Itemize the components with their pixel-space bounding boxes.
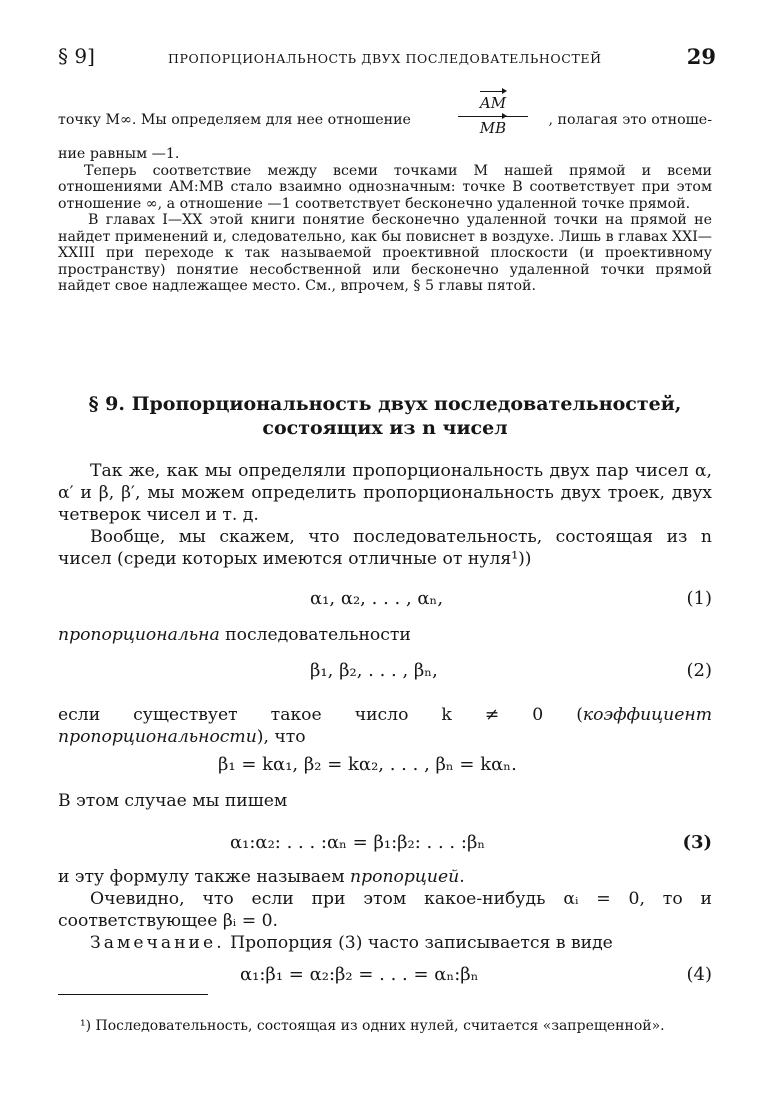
intro-line1-end: , полагая это отноше- — [548, 112, 712, 128]
remark-label: Замечание. — [90, 933, 225, 953]
body-paragraph-6-start: и эту формулу также называем — [58, 867, 351, 887]
intro-line2: ние равным —1. — [58, 146, 180, 162]
body-paragraph-7: Очевидно, что если при этом какое-нибудь αᵢ = 0, то и соответствующее βᵢ = 0. — [58, 889, 712, 931]
term-proportional: пропорциональна — [58, 625, 220, 645]
formula-3-body: α₁:α₂: . . . :αₙ = β₁:β₂: . . . :βₙ — [230, 832, 486, 853]
term-coefficient: коэффициент пропорциональности — [58, 705, 712, 747]
body-block-2 — [58, 624, 712, 646]
footnote — [58, 1018, 712, 1035]
body-block-5 — [58, 866, 712, 954]
body-block-3 — [58, 704, 712, 748]
body-block-4 — [58, 790, 712, 812]
intro-line1-start: точку M∞. Мы определяем для нее отношение — [58, 112, 411, 128]
formula-2-number: (2) — [686, 660, 712, 681]
fraction-denominator: MB — [479, 119, 507, 137]
term-proportion: пропорцией — [350, 867, 460, 887]
ratio-fraction — [458, 94, 528, 139]
section-heading-line1: § 9. Пропорциональность двух последовательностей, — [88, 393, 682, 415]
section-heading — [58, 392, 712, 440]
body-paragraph-8-rest: Пропорция (3) часто записывается в виде — [224, 933, 613, 953]
formula-1-number: (1) — [686, 588, 712, 609]
formula-4-number: (4) — [686, 964, 712, 985]
body-paragraph-6-end: . — [459, 867, 465, 887]
formula-1-body: α₁, α₂, . . . , αₙ, — [310, 588, 444, 609]
footnote-rule — [58, 994, 208, 995]
formula-2-body: β₁, β₂, . . . , βₙ, — [310, 660, 438, 681]
fraction-numerator: AM — [479, 94, 507, 112]
intro-continuation — [58, 146, 712, 295]
intro-fraction-line — [58, 92, 712, 146]
formula-4-body: α₁:β₁ = α₂:β₂ = . . . = αₙ:βₙ — [240, 964, 479, 985]
formula-k-body: β₁ = kα₁, β₂ = kα₂, . . . , βₙ = kαₙ. — [218, 754, 517, 775]
body-paragraph-3-rest: последовательности — [219, 625, 411, 645]
body-paragraph-5: В этом случае мы пишем — [58, 791, 288, 811]
intro-paragraph-2: Теперь соответствие между всеми точками M нашей прямой и всеми отношениями AM:MB стало взаимно однозначным: точке B соответствует при этом отношение ∞, а отношение —1 соответствует бесконечно удаленной точке прямой. — [58, 162, 712, 212]
body-paragraph-4-start: если существует такое число k ≠ 0 ( — [58, 705, 583, 725]
body-paragraph-1: Так же, как мы определяли пропорциональность двух пар чисел α, α′ и β, β′, мы можем определить пропорциональность двух троек, двух четверок чисел и т. д. — [58, 461, 712, 525]
header-title: ПРОПОРЦИОНАЛЬНОСТЬ ДВУХ ПОСЛЕДОВАТЕЛЬНОСТЕЙ — [168, 51, 602, 66]
section-heading-line2: состоящих из n чисел — [262, 417, 508, 439]
footnote-text: ¹) Последовательность, состоящая из одних нулей, считается «запрещенной». — [80, 1018, 665, 1034]
running-header — [58, 44, 716, 74]
formula-3-number: (3) — [682, 832, 712, 853]
body-paragraph-4-end: ), что — [256, 727, 306, 747]
page-number: 29 — [686, 44, 716, 69]
intro-paragraph-3: В главах I—XX этой книги понятие бесконечно удаленной точки на прямой не найдет применений и, следовательно, как бы повиснет в воздухе. Лишь в главах XXI—XXIII при переходе к так называемой проективной плоскости (и проективному пространству) понятие несобственной или бесконечно удаленной точки прямой найдет свое надлежащее место. См., впрочем, § 5 главы пятой. — [58, 212, 712, 294]
body-paragraph-2: Вообще, мы скажем, что последовательность, состоящая из n чисел (среди которых имеются отличные от нуля¹)) — [58, 527, 712, 569]
header-section-ref: § 9] — [58, 44, 95, 68]
body-block-1 — [58, 460, 712, 570]
